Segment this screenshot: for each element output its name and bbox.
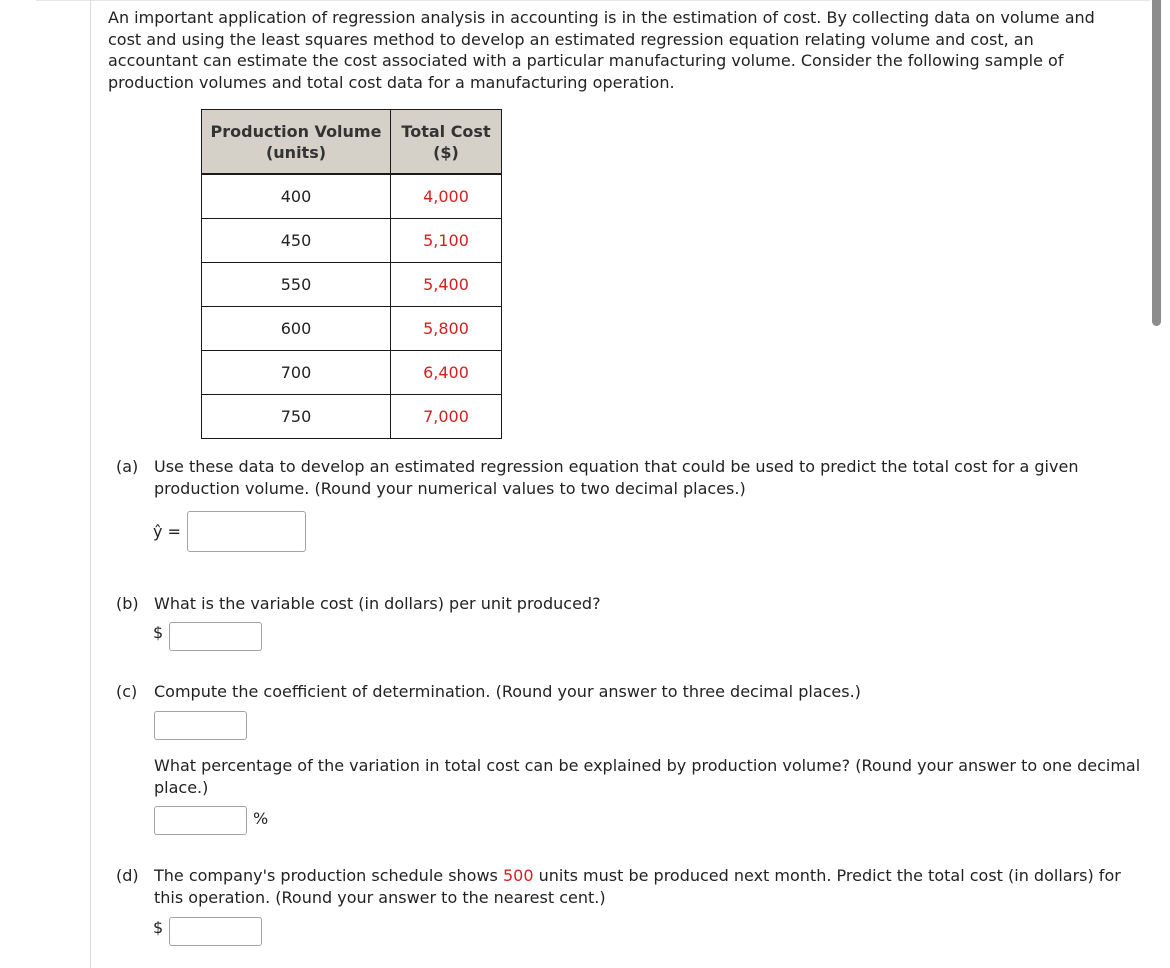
data-table (201, 109, 502, 439)
part-b-question: What is the variable cost (in dollars) per unit produced? (154, 594, 601, 613)
part-c-label: (c) (116, 682, 138, 701)
percent-sign: % (253, 809, 269, 828)
part-c-question: Compute the coefficient of determination. (Round your answer to three decimal places.) (154, 682, 861, 701)
total-cost-prediction-input[interactable] (169, 917, 262, 946)
volume-cell: 600 (202, 307, 391, 351)
part-a (116, 456, 1146, 499)
coefficient-determination-input[interactable] (154, 711, 247, 740)
cost-cell: 4,000 (391, 174, 502, 219)
volume-cell: 400 (202, 174, 391, 219)
table-row (202, 263, 502, 307)
cost-cell: 5,100 (391, 219, 502, 263)
part-d-label: (d) (116, 866, 139, 885)
table-row (202, 395, 502, 439)
part-d-question: The company's production schedule shows 500 units must be produced next month. Predict the total cost (in dollars) for this operation. (Round your answer to the nearest cent.) (154, 866, 1121, 907)
table-row (202, 219, 502, 263)
table-row (202, 351, 502, 395)
volume-cell: 700 (202, 351, 391, 395)
part-c (116, 681, 1146, 703)
volume-cell: 550 (202, 263, 391, 307)
percentage-input[interactable] (154, 806, 247, 835)
content-frame-top (36, 0, 1150, 1)
volume-cell: 450 (202, 219, 391, 263)
intro-paragraph: An important application of regression analysis in accounting is in the estimation of cost. By collecting data on volume and cost and using the least squares method to develop an estimated regression equation relating volume and cost, an accountant can estimate the cost associated with a particular manufacturing volume. Consider the following sample of production volumes and total cost data for a manufacturing operation. (108, 8, 1095, 92)
y-hat-label: ŷ = (153, 522, 181, 541)
dollar-sign: $ (153, 918, 164, 937)
part-c-question-2: What percentage of the variation in total cost can be explained by production volume? (Round your answer to one decimal place.) (154, 756, 1141, 797)
highlight-units: 500 (502, 866, 534, 885)
table-row (202, 307, 502, 351)
header-total-cost: Total Cost ($) (391, 110, 502, 175)
table-row (202, 174, 502, 219)
part-b (116, 593, 1146, 615)
cost-cell: 5,400 (391, 263, 502, 307)
cost-cell: 5,800 (391, 307, 502, 351)
cost-cell: 7,000 (391, 395, 502, 439)
part-a-label: (a) (116, 457, 139, 476)
part-d (116, 865, 1146, 908)
content-frame-left (90, 0, 91, 968)
volume-cell: 750 (202, 395, 391, 439)
regression-equation-input[interactable] (187, 511, 306, 552)
header-production-volume: Production Volume (units) (202, 110, 391, 175)
page-scrollbar[interactable] (1152, 0, 1161, 326)
cost-cell: 6,400 (391, 351, 502, 395)
variable-cost-input[interactable] (169, 622, 262, 651)
part-c-followup (116, 755, 1146, 798)
part-b-label: (b) (116, 594, 139, 613)
part-a-question: Use these data to develop an estimated regression equation that could be used to predict the total cost for a given production volume. (Round your numerical values to two decimal places.) (154, 457, 1079, 498)
dollar-sign: $ (153, 623, 164, 642)
